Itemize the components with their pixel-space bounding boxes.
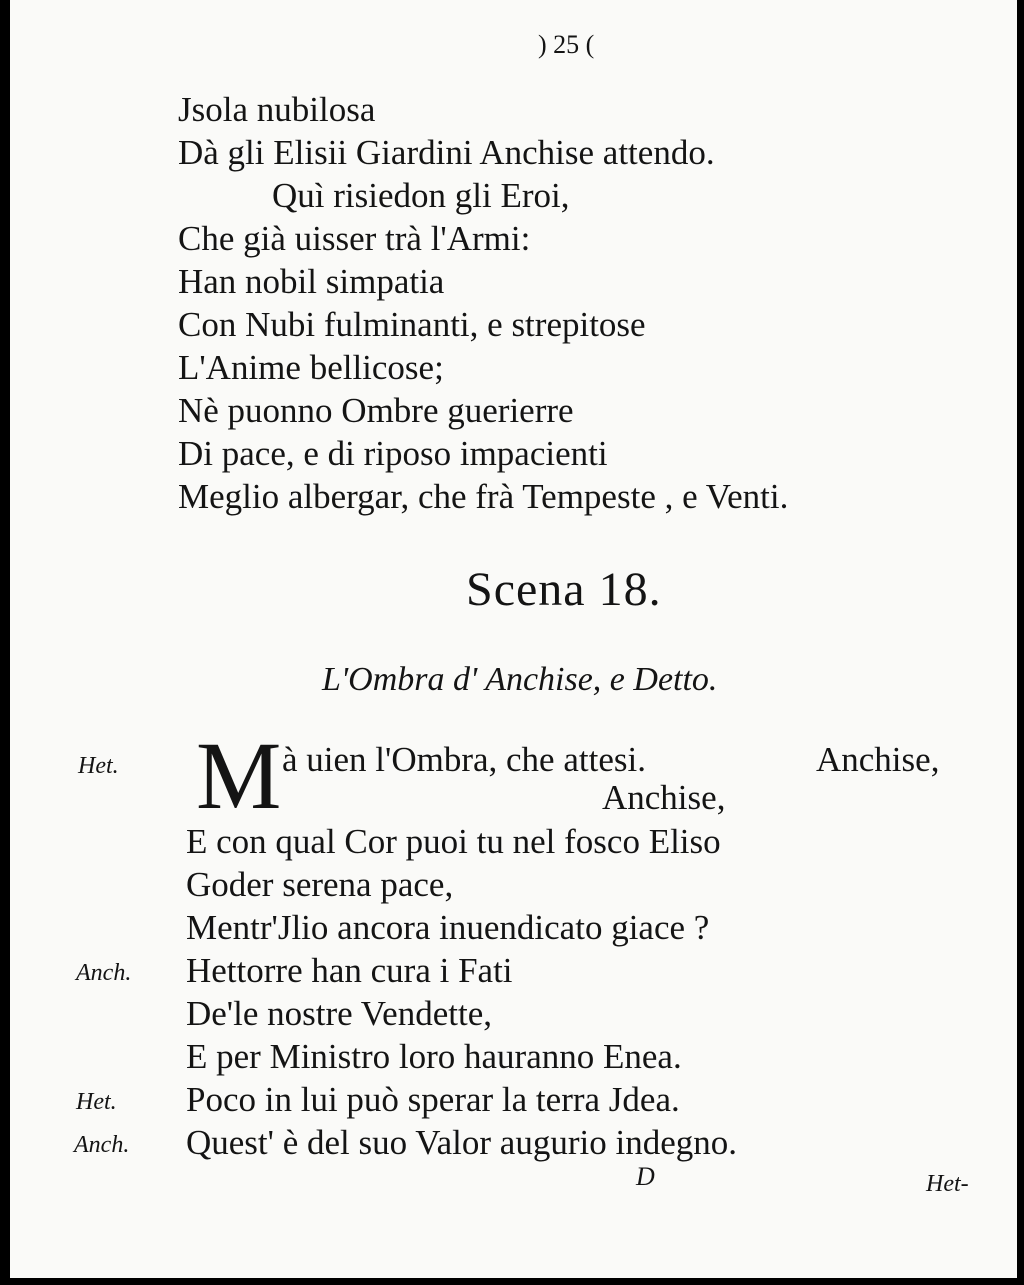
speaker-label: Het. [76, 1089, 117, 1115]
verse-line: Meglio albergar, che frà Tempeste , e Venti. [178, 477, 789, 516]
verse-line: Nè puonno Ombre guerierre [178, 391, 574, 430]
verse-line: Quest' è del suo Valor augurio indegno. [186, 1123, 737, 1162]
verse-line: Di pace, e di riposo impacienti [178, 434, 608, 473]
verse-line: Dà gli Elisii Giardini Anchise attendo. [178, 133, 715, 172]
verse-line: E con qual Cor puoi tu nel fosco Eliso [186, 822, 721, 861]
verse-line: Han nobil simpatia [178, 262, 445, 301]
scene-subtitle: L'Ombra d' Anchise, e Detto. [322, 661, 718, 698]
signature-mark: D [636, 1162, 655, 1191]
verse-line: L'Anime bellicose; [178, 348, 444, 387]
verse-line-call: Anchise, [816, 740, 940, 779]
catchword: Het- [926, 1171, 969, 1197]
page-number: ) 25 ( [538, 30, 595, 59]
book-page [10, 0, 1017, 1278]
scene-title: Scena 18. [466, 563, 662, 616]
verse-line-turnover: Anchise, [602, 778, 726, 817]
verse-line: De'le nostre Vendette, [186, 994, 492, 1033]
verse-line: Poco in lui può sperar la terra Jdea. [186, 1080, 680, 1119]
verse-line: Jsola nubilosa [178, 90, 376, 129]
verse-line: Goder serena pace, [186, 865, 454, 904]
verse-line: à uien l'Ombra, che attesi. [282, 740, 646, 779]
speaker-label: Anch. [76, 960, 132, 986]
speaker-label: Het. [78, 753, 119, 779]
verse-line: Quì risiedon gli Eroi, [272, 176, 570, 215]
verse-line: Mentr'Jlio ancora inuendicato giace ? [186, 908, 710, 947]
speaker-label: Anch. [74, 1132, 130, 1158]
verse-line: E per Ministro loro hauranno Enea. [186, 1037, 682, 1076]
verse-line: Con Nubi fulminanti, e strepitose [178, 305, 646, 344]
verse-line: Hettorre han cura i Fati [186, 951, 513, 990]
drop-cap: M [196, 722, 282, 829]
verse-line: Che già uisser trà l'Armi: [178, 219, 531, 258]
